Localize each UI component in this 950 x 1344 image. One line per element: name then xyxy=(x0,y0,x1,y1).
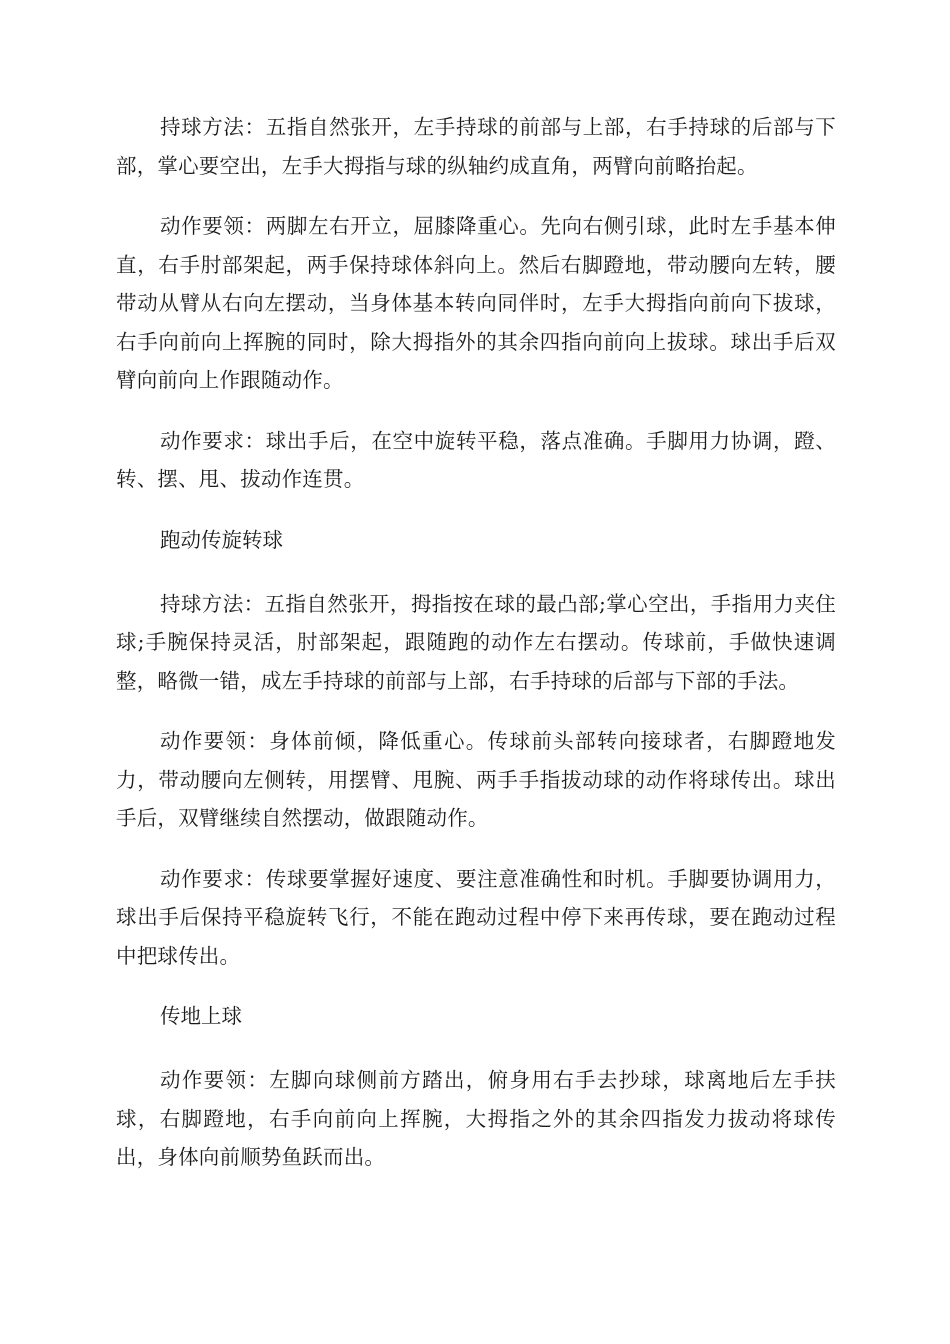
paragraph-action-essentials-2: 动作要领：身体前倾，降低重心。传球前头部转向接球者，右脚蹬地发力，带动腰向左侧转，用摆臂、甩腕、两手手指拔动球的动作将球传出。球出手后，双臂继续自然摆动，做跟随动作。 xyxy=(116,729,836,830)
paragraph-action-essentials-3: 动作要领：左脚向球侧前方踏出，俯身用右手去抄球，球离地后左手扶球，右脚蹬地，右手向前向上挥腕，大拇指之外的其余四指发力拔动将球传出，身体向前顺势鱼跃而出。 xyxy=(116,1068,836,1169)
paragraph-action-requirements-1: 动作要求：球出手后，在空中旋转平稳，落点准确。手脚用力协调，蹬、转、摆、甩、拔动作连贯。 xyxy=(116,428,836,491)
paragraph-holding-method-1: 持球方法：五指自然张开，左手持球的前部与上部，右手持球的后部与下部，掌心要空出，左手大拇指与球的纵轴约成直角，两臂向前略抬起。 xyxy=(116,115,836,178)
paragraph-action-requirements-2: 动作要求：传球要掌握好速度、要注意准确性和时机。手脚要协调用力，球出手后保持平稳旋转飞行，不能在跑动过程中停下来再传球，要在跑动过程中把球传出。 xyxy=(116,866,836,968)
paragraph-action-essentials-1: 动作要领：两脚左右开立，屈膝降重心。先向右侧引球，此时左手基本伸直，右手肘部架起，两手保持球体斜向上。然后右脚蹬地，带动腰向左转，腰带动从臂从右向左摆动，当身体基本转向同伴时，左手大拇指向前向下拔球，右手向前向上挥腕的同时，除大拇指外的其余四指向前向上拔球。球出手后双臂向前向上作跟随动作。 xyxy=(116,214,836,392)
document-page xyxy=(116,108,836,1199)
section-heading-running-spin-pass: 跑动传旋转球 xyxy=(160,527,283,552)
paragraph-holding-method-2: 持球方法：五指自然张开，拇指按在球的最凸部;掌心空出，手指用力夹住球;手腕保持灵活，肘部架起，跟随跑的动作左右摆动。传球前，手做快速调整，略微一错，成左手持球的前部与上部，右手持球的后部与下部的手法。 xyxy=(116,591,836,693)
section-heading-ground-ball-pass: 传地上球 xyxy=(160,1004,242,1028)
